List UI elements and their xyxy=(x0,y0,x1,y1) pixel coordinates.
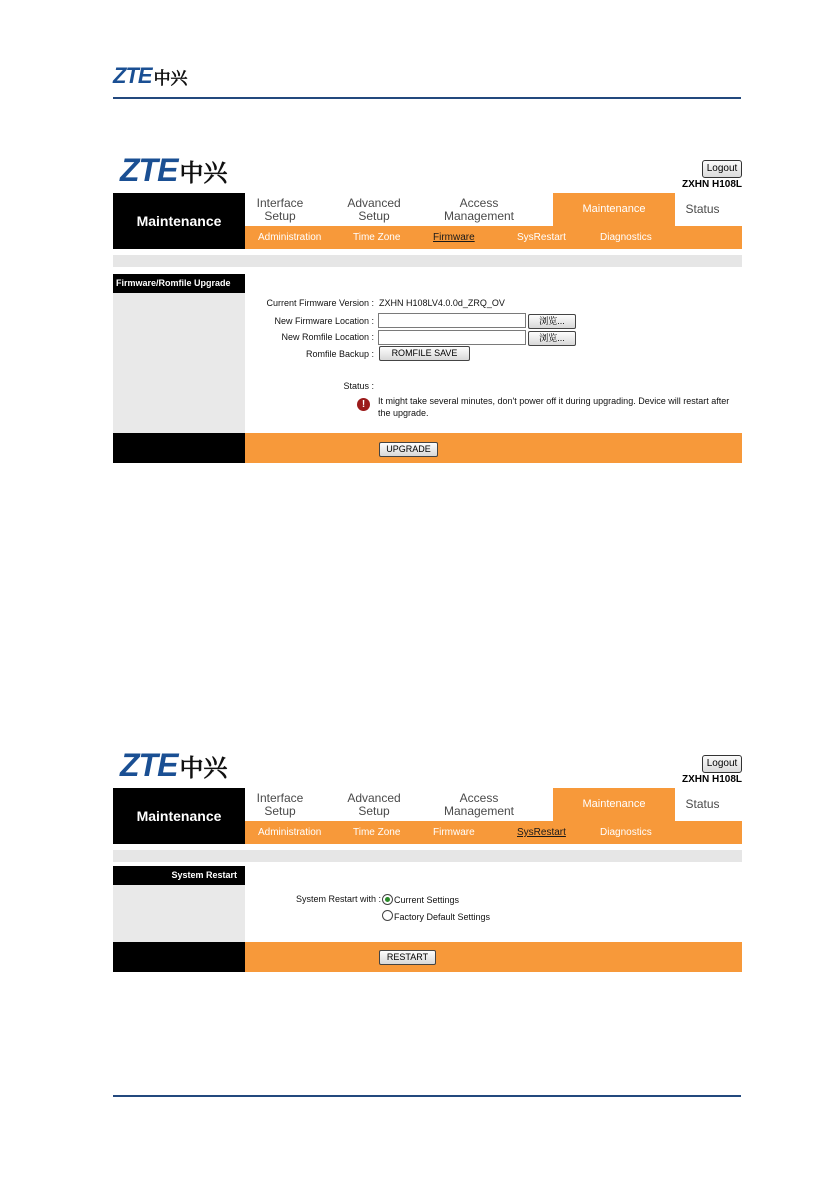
tab-maintenance[interactable]: Maintenance xyxy=(553,193,675,226)
footer-rule xyxy=(113,1095,741,1097)
tab-interface-setup[interactable]: Interface Setup xyxy=(256,790,304,818)
subtab-administration[interactable]: Administration xyxy=(258,827,322,838)
romfile-backup-label: Romfile Backup : xyxy=(305,349,374,359)
tab-access-management[interactable]: Access Management xyxy=(443,195,515,223)
nav-title: Maintenance xyxy=(113,193,245,249)
warning-icon: ! xyxy=(357,398,370,411)
left-column xyxy=(113,274,245,433)
tab-access-management[interactable]: Access Management xyxy=(443,790,515,818)
current-firmware-value: ZXHN H108LV4.0.0d_ZRQ_OV xyxy=(379,298,505,308)
main-nav xyxy=(113,193,742,247)
tab-interface-setup[interactable]: Interface Setup xyxy=(256,195,304,223)
tab-status[interactable]: Status xyxy=(685,202,720,216)
header-rule xyxy=(113,97,741,99)
subnav-bar xyxy=(245,821,742,844)
restart-with-label: System Restart with : xyxy=(295,894,381,904)
action-bar xyxy=(113,433,742,463)
tab-advanced-setup[interactable]: Advanced Setup xyxy=(347,195,401,223)
logout-button[interactable]: Logout xyxy=(702,755,742,773)
router-logo xyxy=(120,152,227,189)
router-logo-cn: 中兴 xyxy=(179,159,228,187)
model-name: ZXHN H108L xyxy=(681,179,742,190)
subtab-diagnostics[interactable]: Diagnostics xyxy=(600,827,652,838)
option-current-settings-label: Current Settings xyxy=(394,895,460,905)
tab-status[interactable]: Status xyxy=(685,797,720,811)
current-firmware-label: Current Firmware Version : xyxy=(266,298,374,308)
status-label: Status : xyxy=(343,381,374,391)
separator-band xyxy=(113,850,742,862)
model-name: ZXHN H108L xyxy=(681,774,742,785)
subtab-diagnostics[interactable]: Diagnostics xyxy=(600,232,652,243)
subtab-sysrestart[interactable]: SysRestart xyxy=(517,827,566,838)
new-firmware-input[interactable] xyxy=(378,313,526,328)
router-logo-latin: ZTE xyxy=(120,747,178,783)
subnav-bar xyxy=(245,226,742,249)
logout-button[interactable]: Logout xyxy=(702,160,742,178)
subtab-firmware[interactable]: Firmware xyxy=(433,827,475,838)
new-romfile-input[interactable] xyxy=(378,330,526,345)
subtab-firmware[interactable]: Firmware xyxy=(433,232,475,243)
browse-firmware-button[interactable]: 浏览... xyxy=(528,314,576,329)
router-logo-cn: 中兴 xyxy=(179,754,228,782)
document-logo-latin: ZTE xyxy=(113,63,152,88)
radio-current-settings[interactable] xyxy=(382,894,393,905)
browse-romfile-button[interactable]: 浏览... xyxy=(528,331,576,346)
router-logo-latin: ZTE xyxy=(120,152,178,188)
sysrestart-screen xyxy=(113,740,742,972)
separator-band xyxy=(113,255,742,267)
router-logo xyxy=(120,747,227,784)
subtab-time-zone[interactable]: Time Zone xyxy=(353,232,401,243)
tab-advanced-setup[interactable]: Advanced Setup xyxy=(347,790,401,818)
action-bar xyxy=(113,942,742,972)
document-logo-cn: 中兴 xyxy=(153,68,188,89)
subtab-sysrestart[interactable]: SysRestart xyxy=(517,232,566,243)
new-firmware-label: New Firmware Location : xyxy=(274,316,374,326)
upgrade-button[interactable]: UPGRADE xyxy=(379,442,438,457)
new-romfile-label: New Romfile Location : xyxy=(281,332,374,342)
status-message: It might take several minutes, don't power off it during upgrading. Device will restart after the upgrade. xyxy=(378,396,730,418)
nav-title: Maintenance xyxy=(113,788,245,844)
romfile-save-button[interactable]: ROMFILE SAVE xyxy=(379,346,470,361)
document-logo xyxy=(113,64,188,88)
action-bar-left xyxy=(113,433,245,463)
action-bar-left xyxy=(113,942,245,972)
action-bar-right xyxy=(245,433,742,463)
section-title: Firmware/Romfile Upgrade xyxy=(113,274,245,293)
radio-factory-default[interactable] xyxy=(382,910,393,921)
tab-maintenance[interactable]: Maintenance xyxy=(553,788,675,821)
firmware-screen xyxy=(113,145,742,465)
action-bar-right xyxy=(245,942,742,972)
restart-button[interactable]: RESTART xyxy=(379,950,436,965)
main-nav xyxy=(113,788,742,842)
option-factory-default-label: Factory Default Settings xyxy=(394,912,491,922)
subtab-administration[interactable]: Administration xyxy=(258,232,322,243)
subtab-time-zone[interactable]: Time Zone xyxy=(353,827,401,838)
section-title: System Restart xyxy=(113,866,245,885)
